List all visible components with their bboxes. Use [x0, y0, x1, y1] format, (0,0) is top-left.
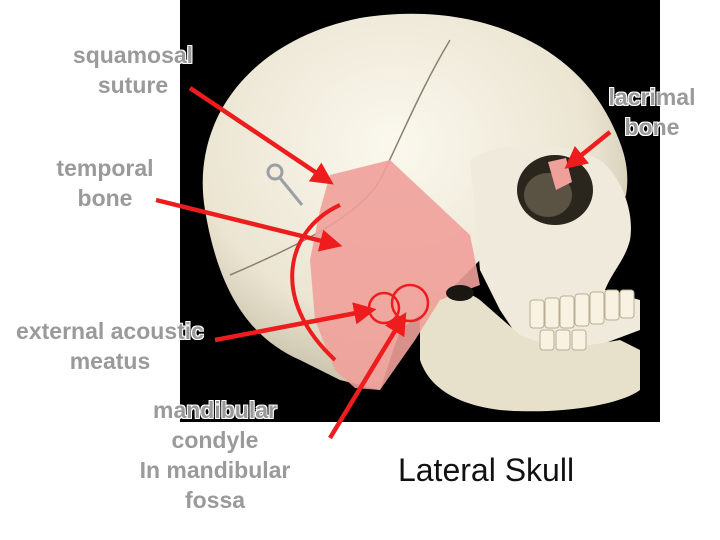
- ear-hole: [446, 285, 474, 301]
- label-external-acoustic-meatus: [0, 316, 220, 376]
- label-line: condyle: [171, 427, 259, 453]
- label-mandibular-condyle: [115, 395, 315, 515]
- label-line: external acoustic: [16, 318, 204, 344]
- label-line: suture: [97, 72, 169, 98]
- label-line: In mandibular: [139, 457, 291, 483]
- label-line: bone: [77, 185, 133, 211]
- label-line: squamosal: [72, 42, 194, 68]
- label-line: mandibular: [153, 397, 277, 423]
- label-lacrimal-bone: [596, 82, 708, 142]
- label-line: bone: [624, 114, 680, 140]
- label-line: temporal: [56, 155, 154, 181]
- label-line: meatus: [69, 348, 151, 374]
- label-squamosal-suture: [58, 40, 208, 100]
- label-line: lacrimal: [608, 84, 696, 110]
- label-line: fossa: [184, 487, 246, 513]
- slide-caption: Lateral Skull: [397, 452, 575, 488]
- label-temporal-bone: [40, 153, 170, 213]
